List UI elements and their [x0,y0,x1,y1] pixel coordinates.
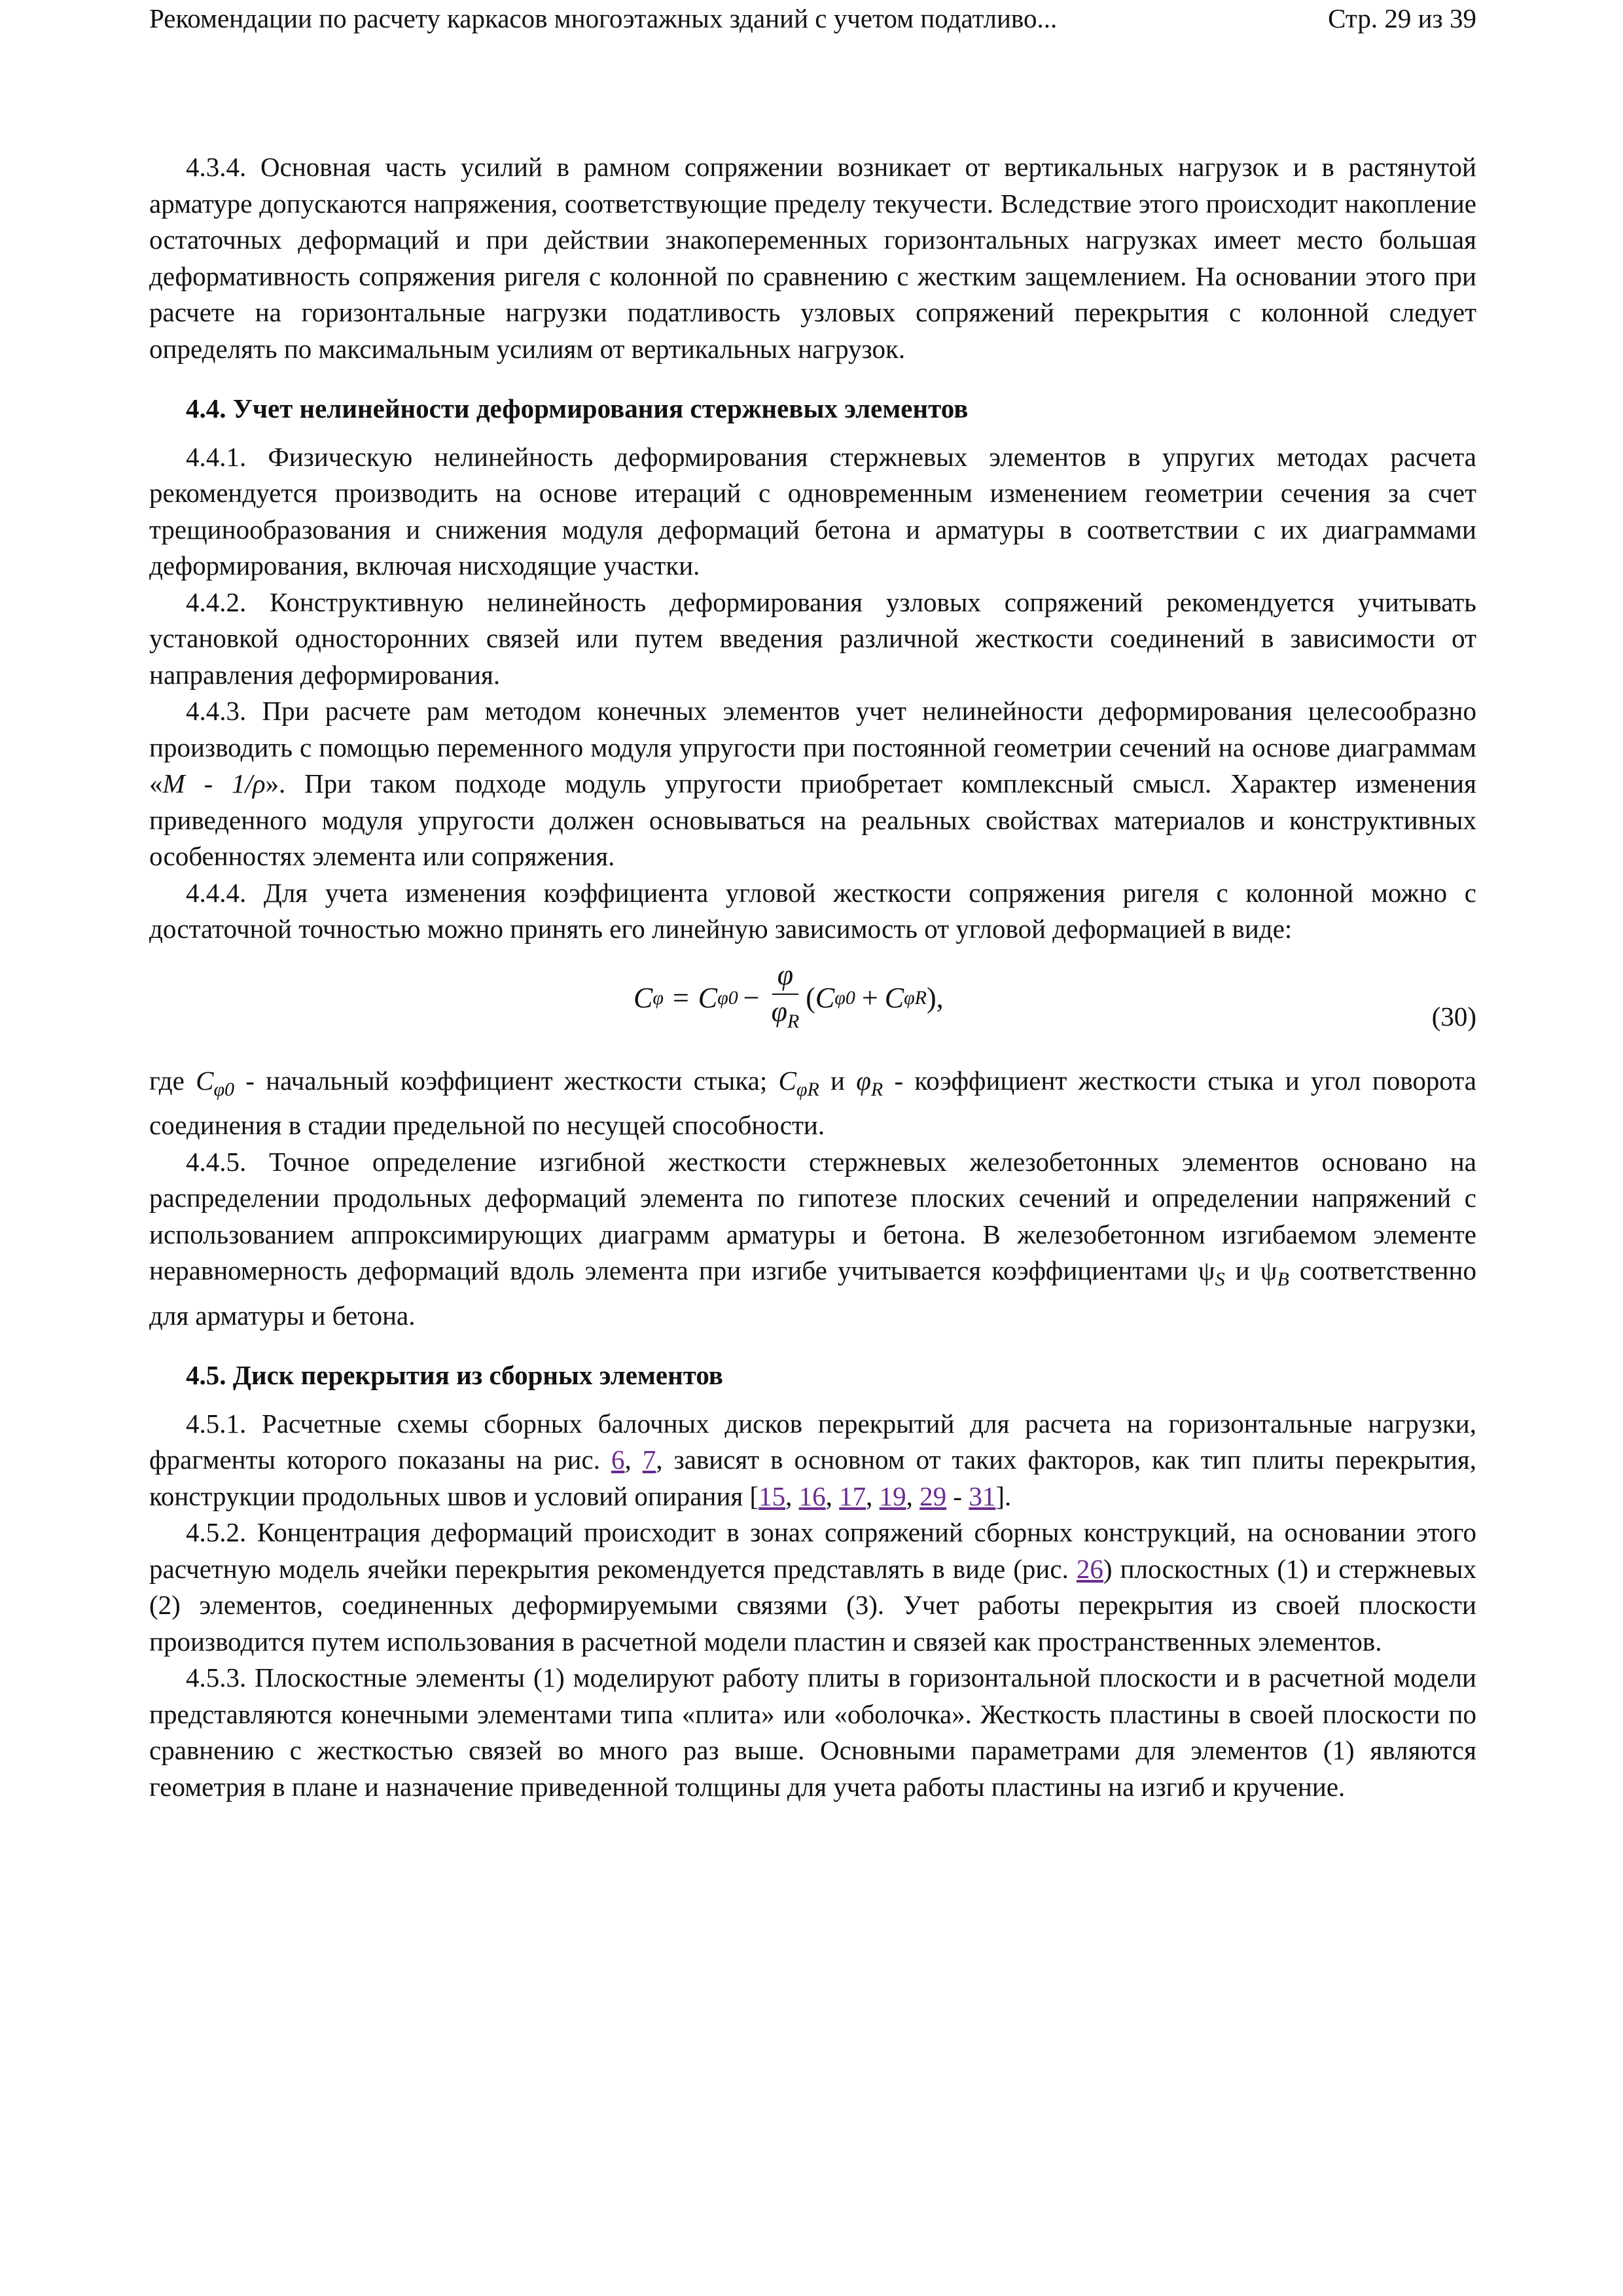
paragraph-4-5-2: 4.5.2. Концентрация деформаций происходит в зонах сопряжений сборных конструкций, на основании этого расчетную модель ячейки перекрытия рекомендуется представлять в виде (рис. 26) плоскостных (1) и стержневых (2) элементов, соединенных деформируемыми связями (3). Учет работы перекрытия из своей плоскости производится путем использования в расчетной модели пластин и связей как пространственных элементов. [149,1517,1477,1657]
reference-link-31[interactable]: 31 [969,1480,996,1511]
figure-link-6[interactable]: 6 [611,1444,625,1475]
document-title: Рекомендации по расчету каркасов многоэтажных зданий с учетом податливо... [149,3,1058,33]
formula-expression: C φ = C φ0 − $\frac{\varphi}{\varphi_R}$ ( C φ0 + C φR ), [633,958,944,1039]
paragraph-4-4-3: 4.4.3. При расчете рам методом конечных элементов учет нелинейности деформирования целесообразно производить с помощью переменного модуля упругости при постоянной геометрии сечений на основе диаграммам «M - 1/ρ». При таком подходе модуль упругости приобретает комплексный смысл. Характер изменения приведенного модуля упругости должен основываться на реальных свойствах материалов и конструктивных особенностях элемента или сопряжения. [149,696,1476,871]
reference-link-17[interactable]: 17 [839,1480,866,1511]
reference-link-15[interactable]: 15 [758,1480,786,1511]
paragraph-4-5-3: 4.5.3. Плоскостные элементы (1) моделируют работу плиты в горизонтальной плоскости и в расчетной модели представляются конечными элементами типа «плита» или «оболочка». Жесткость пластины в своей плоскости по сравнению с жесткостью связей во много раз выше. Основными параметрами для элементов (1) являются геометрия в плане и назначение приведенной толщины для учета работы пластины на изгиб и кручение. [149,1662,1476,1802]
page-number: Стр. 29 из 39 [1328,3,1476,33]
reference-link-19[interactable]: 19 [879,1480,906,1511]
paragraph-4-4-2: 4.4.2. Конструктивную нелинейность деформирования узловых сопряжений рекомендуется учитывать установкой односторонних связей или путем введения различной жесткости соединений в зависимости от направления деформирования. [149,586,1476,690]
paragraph-where: где $C_{\varphi 0}$ - начальный коэффициент жесткости стыка; $C_{\varphi R}$ и $\varphi_R$ - коэффициент жесткости стыка и угол поворота соединения в стадии предельной по несущей способности. [149,1065,1476,1141]
formula-fraction: $\frac{\varphi}{\varphi_R}$ [771,958,800,1032]
paragraph-4-4-5: 4.4.5. Точное определение изгибной жесткости стержневых железобетонных элементов основано на распределении продольных деформаций элемента по гипотезе плоских сечений и определении напряжений с использованием аппроксимирующих диаграмм арматуры и бетона. В железобетонном изгибаемом элементе неравномерность деформаций вдоль элемента при изгибе учитывается коэффициентами $\psi_S$ и $\psi_B$ соответственно для арматуры и бетона. [149,1146,1476,1331]
reference-link-29[interactable]: 29 [919,1480,947,1511]
reference-link-16[interactable]: 16 [798,1480,826,1511]
formula-number: (30) [1431,1001,1476,1031]
figure-link-7[interactable]: 7 [642,1444,656,1475]
paragraph-4-4-4: 4.4.4. Для учета изменения коэффициента угловой жесткости сопряжения ригеля с колонной можно с достаточной точностью можно принять его линейную зависимость от угловой деформацией в виде: [149,877,1476,944]
math-inline: M - 1/ρ [162,768,266,798]
section-heading-4-4: 4.4. Учет нелинейности деформирования стержневых элементов [186,393,969,423]
section-heading-4-5: 4.5. Диск перекрытия из сборных элементов [186,1360,723,1391]
paragraph-4-5-1: 4.5.1. Расчетные схемы сборных балочных дисков перекрытий для расчета на горизонтальные нагрузки, фрагменты которого показаны на рис. 6, 7, зависят в основном от таких факторов, как тип плиты перекрытия, конструкции продольных швов и условий опирания [15, 16, 17, 19, 29 - 31]. [149,1408,1477,1511]
paragraph-4-4-1: 4.4.1. Физическую нелинейность деформирования стержневых элементов в упругих методах расчета рекомендуется производить на основе итераций с одновременным изменением геометрии сечения за счет трещинообразования и снижения модуля деформаций бетона и арматуры в соответствии с их диаграммами деформирования, включая нисходящие участки. [149,441,1476,581]
document-body [149,149,1476,1805]
page-header [149,0,1476,39]
figure-link-26[interactable]: 26 [1076,1553,1103,1584]
paragraph-4-3-4: 4.3.4. Основная часть усилий в рамном сопряжении возникает от вертикальных нагрузок и в растянутой арматуре допускаются напряжения, соответствующие пределу текучести. Вследствие этого происходит накопление остаточных деформаций и при действии знакопеременных горизонтальных нагрузках имеет место большая деформативность сопряжения ригеля с колонной по сравнению с жестким защемлением. На основании этого при расчете на горизонтальные нагрузки податливость узловых сопряжений перекрытия с колонной следует определять по максимальным усилиям от вертикальных нагрузок. [149,152,1476,364]
formula-30 [149,953,1476,1063]
